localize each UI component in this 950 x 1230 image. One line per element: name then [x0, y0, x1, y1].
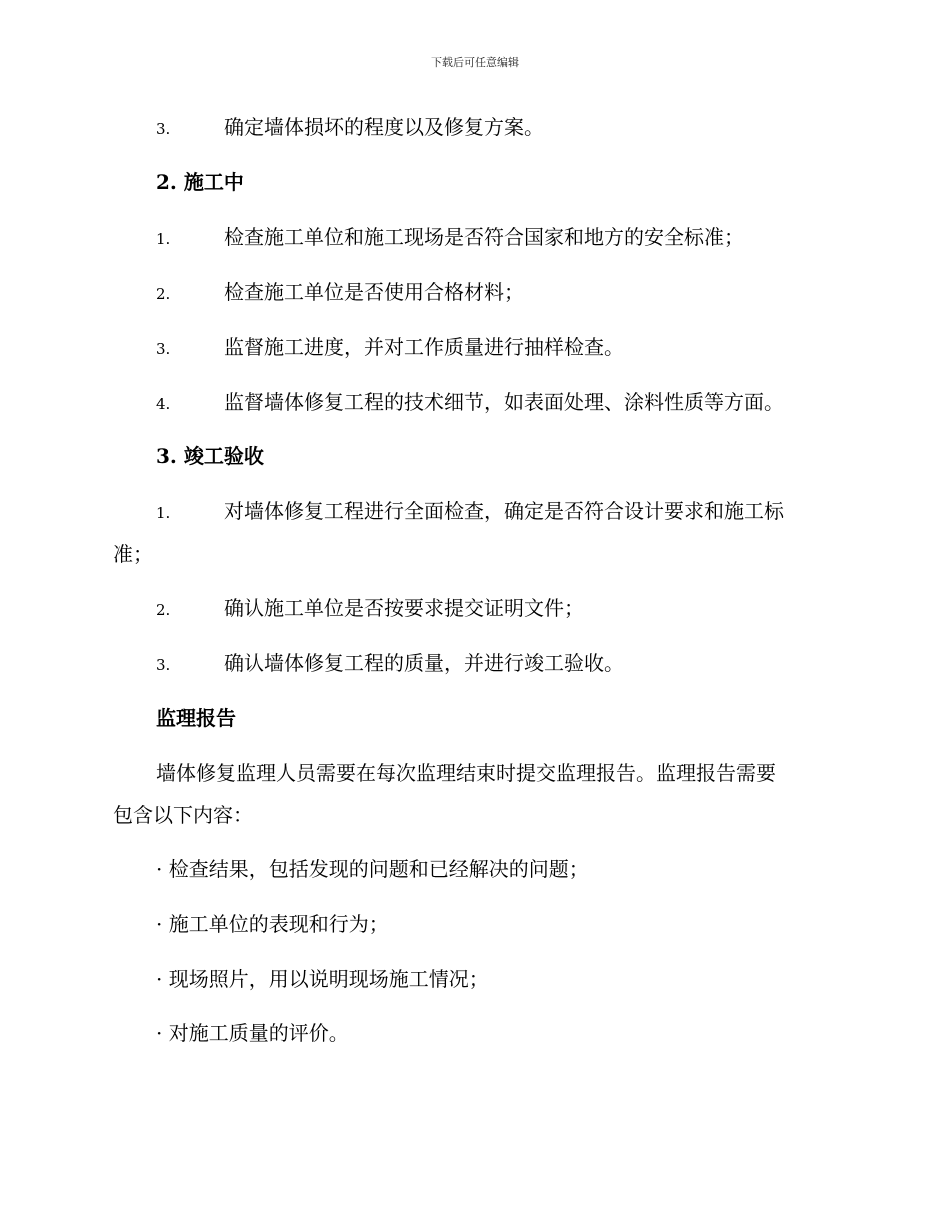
- bullet-item: · 现场照片，用以说明现场施工情况；: [156, 967, 489, 991]
- paragraph-text: 墙体修复监理人员需要在每次监理结束时提交监理报告。监理报告需要: [156, 761, 776, 785]
- list-number: 3.: [156, 656, 171, 674]
- list-number: 3.: [156, 340, 171, 358]
- list-text: 监督墙体修复工程的技术细节，如表面处理、涂料性质等方面。: [224, 390, 784, 414]
- bullet-item: · 检查结果，包括发现的问题和已经解决的问题；: [156, 857, 589, 881]
- list-number: 2.: [156, 601, 171, 619]
- bullet-item: · 对施工质量的评价。: [156, 1021, 349, 1045]
- section-heading: 监理报告: [156, 706, 236, 730]
- list-text: 确认施工单位是否按要求提交证明文件；: [224, 596, 584, 620]
- list-text: 检查施工单位是否使用合格材料；: [224, 280, 524, 304]
- list-text: 检查施工单位和施工现场是否符合国家和地方的安全标准；: [224, 225, 744, 249]
- list-number: 1.: [156, 504, 171, 522]
- list-number: 4.: [156, 395, 171, 413]
- list-text: 确认墙体修复工程的质量，并进行竣工验收。: [224, 651, 624, 675]
- continuation-text: 准；: [113, 542, 153, 566]
- list-number: 1.: [156, 230, 171, 248]
- section-heading: 3. 竣工验收: [156, 444, 264, 468]
- list-number: 2.: [156, 285, 171, 303]
- list-number: 3.: [156, 120, 171, 138]
- list-text: 确定墙体损坏的程度以及修复方案。: [224, 115, 544, 139]
- continuation-text: 包含以下内容：: [113, 803, 253, 827]
- list-text: 监督施工进度，并对工作质量进行抽样检查。: [224, 335, 624, 359]
- bullet-item: · 施工单位的表现和行为；: [156, 912, 389, 936]
- list-text: 对墙体修复工程进行全面检查，确定是否符合设计要求和施工标: [224, 499, 784, 523]
- page-header: 下载后可任意编辑: [431, 56, 519, 69]
- section-heading: 2. 施工中: [156, 170, 244, 194]
